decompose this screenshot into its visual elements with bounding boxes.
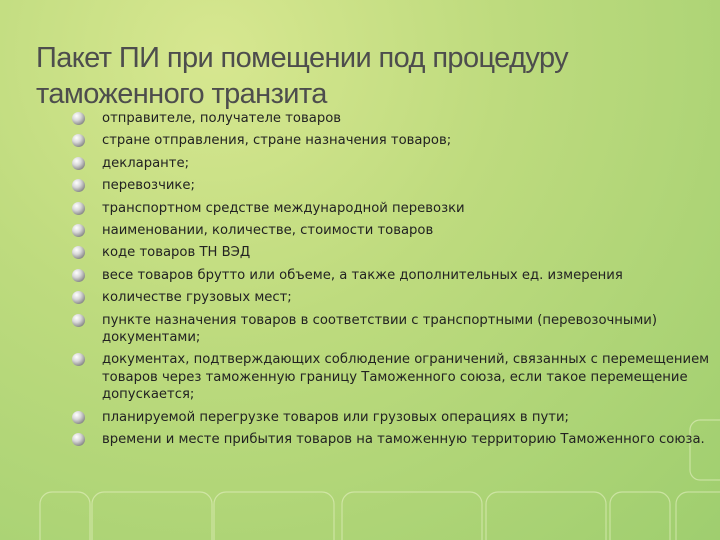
- list-item: [72, 177, 712, 194]
- list-item: [72, 110, 712, 127]
- sphere-bullet-icon: [72, 246, 85, 259]
- list-item-text: планируемой перегрузке товаров или грузовых операциях в пути;: [102, 409, 569, 425]
- list-item-text: количестве грузовых мест;: [102, 290, 292, 306]
- sphere-bullet-icon: [72, 112, 85, 125]
- list-item: [72, 132, 712, 149]
- list-item: [72, 312, 712, 347]
- list-item: [72, 351, 712, 403]
- sphere-bullet-icon: [72, 411, 85, 424]
- sphere-bullet-icon: [72, 134, 85, 147]
- list-item: [72, 267, 712, 284]
- list-item: [72, 222, 712, 239]
- list-item-text: декларанте;: [102, 155, 190, 171]
- sphere-bullet-icon: [72, 433, 85, 446]
- list-item-text: времени и месте прибытия товаров на таможенную территорию Таможенного союза.: [102, 432, 705, 448]
- sphere-bullet-icon: [72, 179, 85, 192]
- list-item-text: документах, подтверждающих соблюдение ограничений, связанных с перемещением товаров через таможенную границу Таможенного союза, если такое перемещение допускается;: [102, 352, 710, 403]
- list-item: [72, 289, 712, 306]
- title-line: Пакет ПИ при помещении под процедуру: [36, 42, 569, 74]
- list-item-text: транспортном средстве международной перевозки: [102, 200, 465, 216]
- list-item: [72, 431, 712, 448]
- list-item: [72, 244, 712, 261]
- list-item: [72, 409, 712, 426]
- list-item-text: коде товаров ТН ВЭД: [102, 245, 251, 261]
- list-item: [72, 155, 712, 172]
- list-item-text: стране отправления, стране назначения товаров;: [102, 133, 452, 149]
- list-item-text: перевозчике;: [102, 178, 195, 194]
- slide-title: [36, 40, 676, 112]
- sphere-bullet-icon: [72, 224, 85, 237]
- list-item-text: пункте назначения товаров в соответствии с транспортными (перевозочными) документами;: [102, 312, 658, 346]
- sphere-bullet-icon: [72, 202, 85, 215]
- sphere-bullet-icon: [72, 291, 85, 304]
- list-item: [72, 200, 712, 217]
- list-item-text: наименовании, количестве, стоимости товаров: [102, 223, 434, 239]
- list-item-text: весе товаров брутто или объеме, а также дополнительных ед. измерения: [102, 267, 623, 283]
- sphere-bullet-icon: [72, 269, 85, 282]
- sphere-bullet-icon: [72, 314, 85, 327]
- list-item-text: отправителе, получателе товаров: [102, 111, 342, 126]
- title-line: таможенного транзита: [36, 78, 327, 110]
- sphere-bullet-icon: [72, 353, 85, 366]
- bullet-list: [72, 110, 712, 454]
- sphere-bullet-icon: [72, 157, 85, 170]
